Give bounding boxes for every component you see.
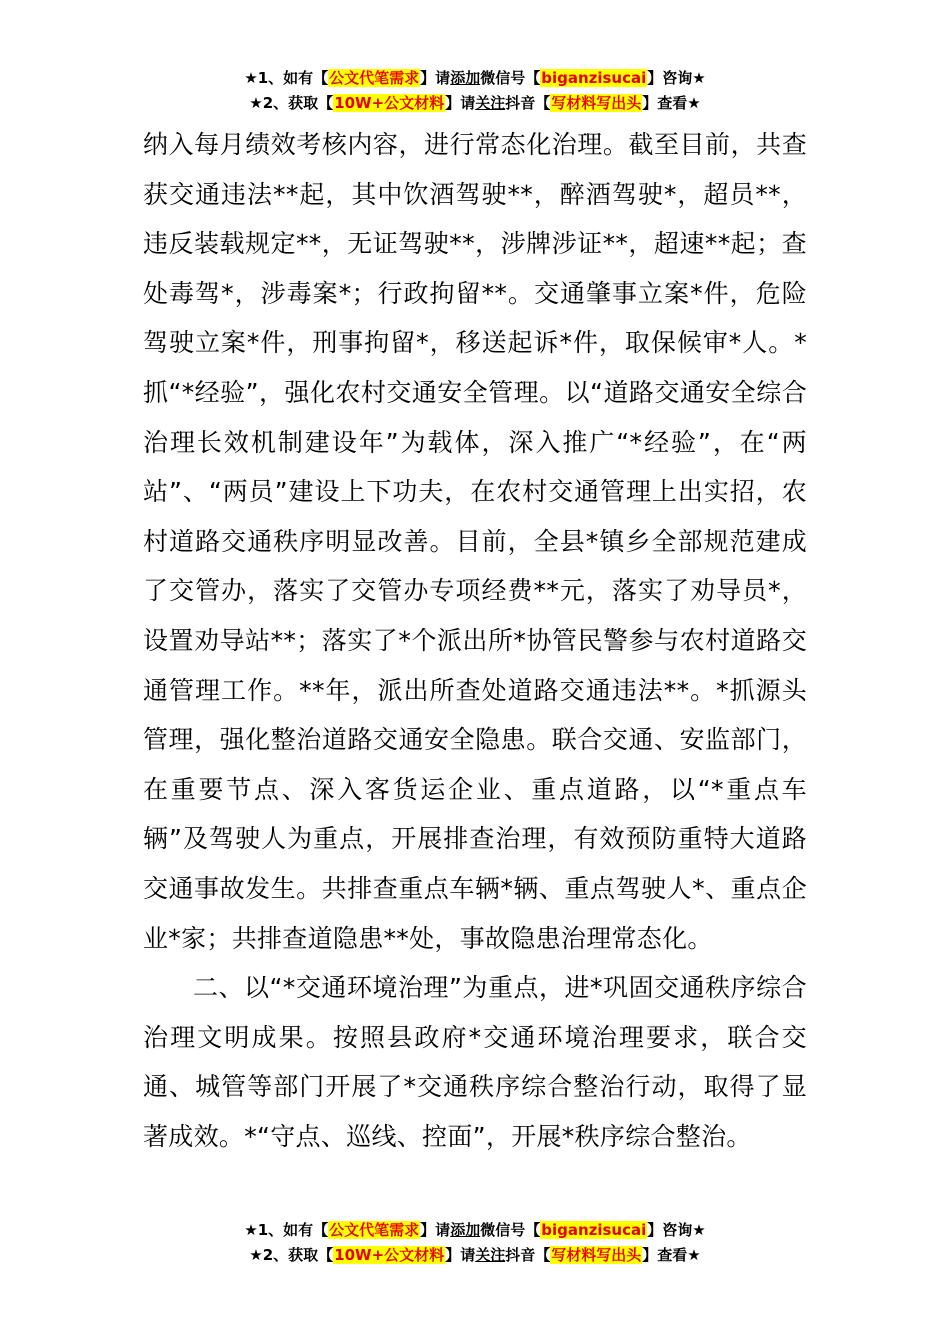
banner-line-1-highlight-service: 公文代笔需求	[329, 69, 420, 87]
footer-banner-line-2	[0, 1243, 950, 1268]
footer-line-2-highlight-materials: 10W+公文材料	[334, 1246, 445, 1264]
banner-line-2-highlight-materials: 10W+公文材料	[334, 94, 445, 112]
banner-line-1	[0, 66, 950, 91]
banner-line-2-suffix: 】查看★	[642, 94, 701, 112]
banner-line-1-underline: 添加	[450, 69, 481, 87]
footer-line-1-prefix: ★1、如有【	[244, 1221, 329, 1239]
footer-line-1-mid2: 微信号【	[480, 1221, 541, 1239]
header-banner	[0, 66, 950, 116]
document-body	[143, 120, 807, 1161]
banner-line-1-suffix: 】咨询★	[647, 69, 706, 87]
banner-line-2-highlight-douyin: 写材料写出头	[551, 94, 642, 112]
banner-line-1-mid: 】请	[420, 69, 451, 87]
banner-line-1-highlight-wechat: biganzisucai	[541, 69, 647, 87]
footer-line-1-underline: 添加	[450, 1221, 481, 1239]
footer-line-2-prefix: ★2、获取【	[249, 1246, 334, 1264]
footer-line-1-highlight-wechat: biganzisucai	[541, 1221, 647, 1239]
banner-line-1-mid2: 微信号【	[480, 69, 541, 87]
banner-line-2-prefix: ★2、获取【	[249, 94, 334, 112]
banner-line-1-prefix: ★1、如有【	[244, 69, 329, 87]
footer-line-2-mid: 】请	[445, 1246, 476, 1264]
banner-line-2-mid2: 抖音【	[505, 94, 551, 112]
body-paragraph-1: 纳入每月绩效考核内容，进行常态化治理。截至目前，共查获交通违法**起，其中饮酒驾驶**，醉酒驾驶*，超员**，违反装载规定**，无证驾驶**，涉牌涉证**，超速**起；查处毒驾*，涉毒案*；行政拘留**。交通肇事立案*件，危险驾驶立案*件，刑事拘留*，移送起诉*件，取保候审*人。*抓“*经验”，强化农村交通安全管理。以“道路交通安全综合治理长效机制建设年”为载体，深入推广“*经验”，在“两站”、“两员”建设上下功夫，在农村交通管理上出实招，农村道路交通秩序明显改善。目前，全县*镇乡全部规范建成了交管办，落实了交管办专项经费**元，落实了劝导员*，设置劝导站**；落实了*个派出所*协管民警参与农村道路交通管理工作。**年，派出所查处道路交通违法**。*抓源头管理，强化整治道路交通安全隐患。联合交通、安监部门，在重要节点、深入客货运企业、重点道路，以“*重点车辆”及驾驶人为重点，开展排查治理，有效预防重特大道路交通事故发生。共排查重点车辆*辆、重点驾驶人*、重点企业*家；共排查道隐患**处，事故隐患治理常态化。	[143, 130, 807, 953]
footer-line-2-highlight-douyin: 写材料写出头	[551, 1246, 642, 1264]
body-paragraph-2: 二、以“*交通环境治理”为重点，进*巩固交通秩序综合治理文明成果。按照县政府*交通环境治理要求，联合交通、城管等部门开展了*交通秩序综合整治行动，取得了显著成效。*“守点、巡线、控面”，开展*秩序综合整治。	[143, 973, 807, 1151]
banner-line-2-underline: 关注	[475, 94, 506, 112]
footer-banner	[0, 1218, 950, 1268]
footer-line-2-underline: 关注	[475, 1246, 506, 1264]
footer-line-1-mid: 】请	[420, 1221, 451, 1239]
footer-banner-line-1	[0, 1218, 950, 1243]
footer-line-1-suffix: 】咨询★	[647, 1221, 706, 1239]
banner-line-2-mid: 】请	[445, 94, 476, 112]
footer-line-1-highlight-service: 公文代笔需求	[329, 1221, 420, 1239]
banner-line-2	[0, 91, 950, 116]
footer-line-2-suffix: 】查看★	[642, 1246, 701, 1264]
footer-line-2-mid2: 抖音【	[505, 1246, 551, 1264]
